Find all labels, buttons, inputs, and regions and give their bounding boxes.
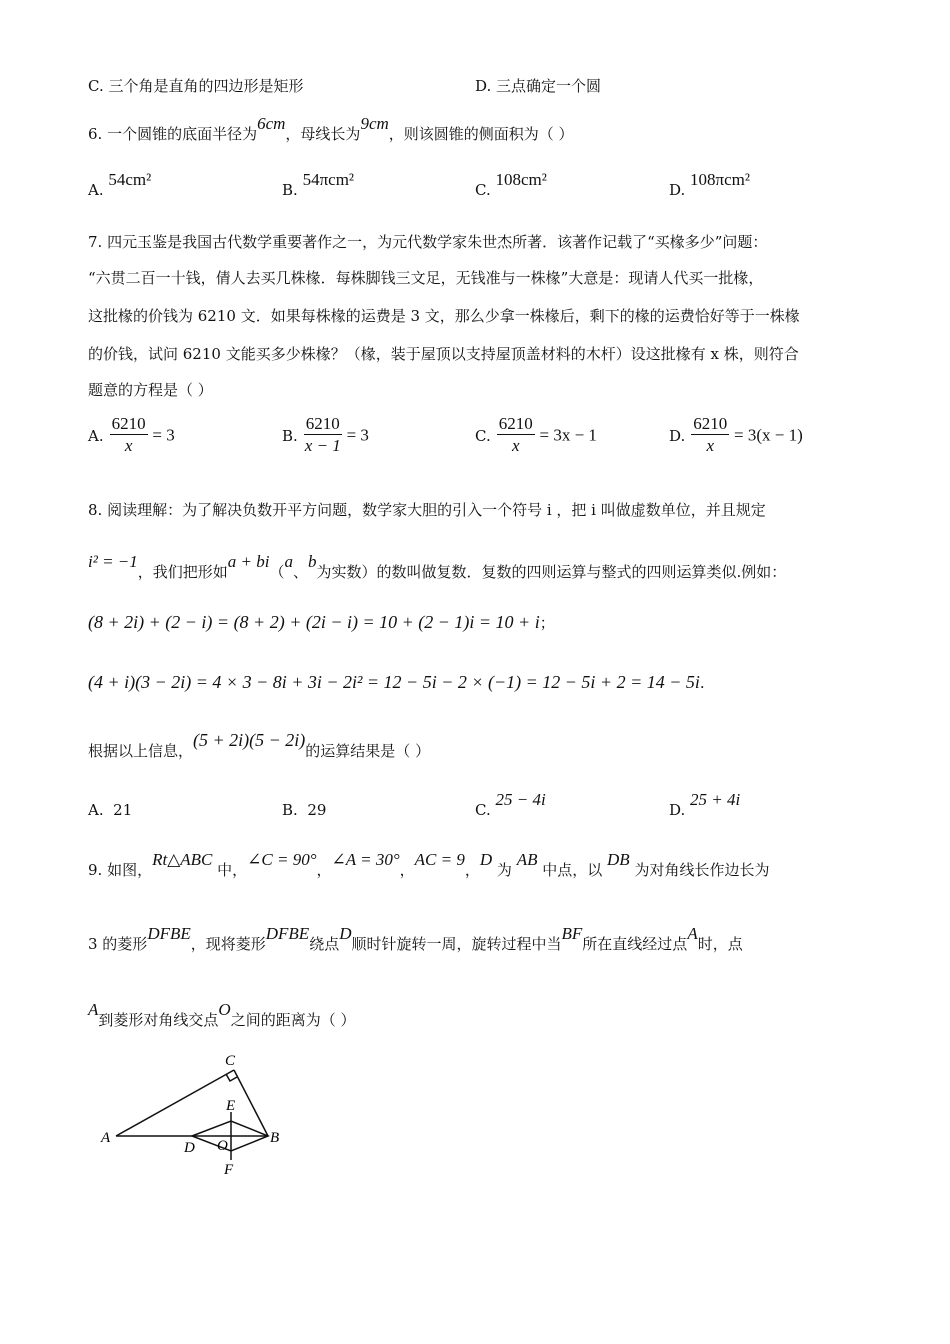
q7-option-c: C. $\frac{6210}{x}$ = 3x − 1 — [475, 414, 597, 455]
text-segment: 3 的菱形 — [88, 935, 148, 953]
q7-option-b: B. $\frac{6210}{x - 1}$ = 3 — [282, 414, 369, 455]
label-a: A — [101, 1130, 111, 1146]
text-segment: 9. 如图， — [88, 861, 153, 879]
q7-option-a: A. $\frac{6210}{x}$ = 3 — [88, 414, 175, 455]
q7-line-3: 这批椽的价钱为 6210 文．如果每株椽的运费是 3 文，那么少拿一株椽后，剩下的椽的运费恰好等于一株椽 — [88, 307, 800, 325]
text-segment: 到菱形对角线交点 — [98, 1011, 219, 1029]
q9-line-3 — [88, 1000, 356, 1030]
q7-option-d: D. $\frac{6210}{x}$ = 3(x − 1) — [669, 414, 803, 455]
text-segment: ，现将菱形 — [190, 935, 266, 953]
q8-option-c: C. 25 − 4i — [475, 790, 546, 819]
q9-line-1 — [88, 850, 770, 880]
math-expression: DFBE — [147, 924, 191, 943]
right-angle-mark — [226, 1074, 237, 1081]
text-segment: 中点，以 — [537, 861, 608, 879]
q6-option-a: A. 54cm² — [88, 170, 152, 199]
text-segment: 绕点 — [309, 935, 340, 953]
math-expression: ∠C = 90° — [247, 850, 317, 869]
label-b: B — [270, 1130, 280, 1146]
label-e: E — [226, 1098, 236, 1114]
q8-option-b: B. 29 — [282, 801, 327, 819]
text-segment: 之间的距离为（ ） — [230, 1011, 356, 1029]
text-segment: 中， — [212, 861, 248, 879]
math-expression: D — [479, 850, 493, 869]
text-segment: ， — [464, 861, 480, 879]
text-segment: 所在直线经过点 — [582, 935, 688, 953]
q9-line-2 — [88, 924, 743, 954]
label-c: C — [225, 1053, 236, 1069]
text-segment: ， — [316, 861, 332, 879]
q6-option-c: C. 108cm² — [475, 170, 547, 199]
text-segment: 时，点 — [697, 935, 743, 953]
text-segment: 为对角线长作边长为 — [629, 861, 770, 879]
math-expression: O — [218, 1000, 231, 1019]
q8-example-1: (8 + 2i) + (2 − i) = (8 + 2) + (2i − i) = 10 + (2 − 1)i = 10 + i； — [88, 612, 555, 632]
text-segment: ， — [399, 861, 415, 879]
segment-cb — [234, 1070, 268, 1136]
q6-option-b: B. 54πcm² — [282, 170, 355, 199]
label-d: D — [184, 1140, 195, 1156]
math-expression: BF — [561, 924, 583, 943]
q8-example-2: (4 + i)(3 − 2i) = 4 × 3 − 8i + 3i − 2i² = 12 − 5i − 2 × (−1) = 12 − 5i + 2 = 14 − 5i. — [88, 672, 705, 692]
q8-line-2: i² = −1，我们把形如a + bi（a、b为实数）的数叫做复数．复数的四则运算与整式的四则运算类似.例如： — [88, 552, 787, 581]
q6-mid: ，母线长为 — [285, 125, 361, 143]
q7-line-1: 7. 四元玉鉴是我国古代数学重要著作之一，为元代数学家朱世杰所著．该著作记载了“买椽多少”问题： — [88, 233, 768, 251]
math-expression: AB — [516, 850, 538, 869]
q6-prefix: 6. 一个圆锥的底面半径为 — [88, 125, 258, 143]
q8-line-1: 8. 阅读理解：为了解决负数开平方问题，数学家大胆的引入一个符号 i ，把 i 叫做虚数单位，并且规定 — [88, 501, 766, 519]
q7-line-5: 题意的方程是（ ） — [88, 381, 213, 399]
q6-suffix: ，则该圆锥的侧面积为（ ） — [388, 125, 574, 143]
q6-radius: 6cm — [257, 114, 286, 133]
q5-option-d: D. 三点确定一个圆 — [475, 77, 602, 95]
math-expression: A — [687, 924, 698, 943]
q6-stem — [88, 114, 574, 144]
q7-line-2: “六贯二百一十钱，倩人去买几株椽．每株脚钱三文足，无钱准与一株椽”大意是：现请人代买一批椽， — [88, 269, 764, 287]
math-expression: Rt△ABC — [152, 850, 213, 869]
q6-slant: 9cm — [360, 114, 389, 133]
label-f: F — [224, 1162, 234, 1178]
q9-figure — [98, 1050, 298, 1180]
math-expression: D — [339, 924, 352, 943]
label-o: O — [217, 1138, 228, 1154]
q8-question: 根据以上信息，(5 + 2i)(5 − 2i)的运算结果是（ ） — [88, 730, 431, 760]
math-expression: A — [88, 1000, 99, 1019]
math-expression: DFBE — [265, 924, 310, 943]
math-expression: DB — [607, 850, 630, 869]
q6-option-d: D. 108πcm² — [669, 170, 750, 199]
math-expression: AC = 9 — [414, 850, 465, 869]
q8-option-d: D. 25 + 4i — [669, 790, 741, 819]
text-segment: 顺时针旋转一周，旋转过程中当 — [351, 935, 562, 953]
text-segment: 为 — [492, 861, 517, 879]
q5-option-c: C. 三个角是直角的四边形是矩形 — [88, 77, 304, 95]
q8-option-a: A. 21 — [88, 801, 133, 819]
q7-line-4: 的价钱，试问 6210 文能买多少株椽？（椽，装于屋顶以支持屋顶盖材料的木杆）设这批椽有 x 株，则符合 — [88, 345, 799, 363]
math-expression: ∠A = 30° — [331, 850, 400, 869]
